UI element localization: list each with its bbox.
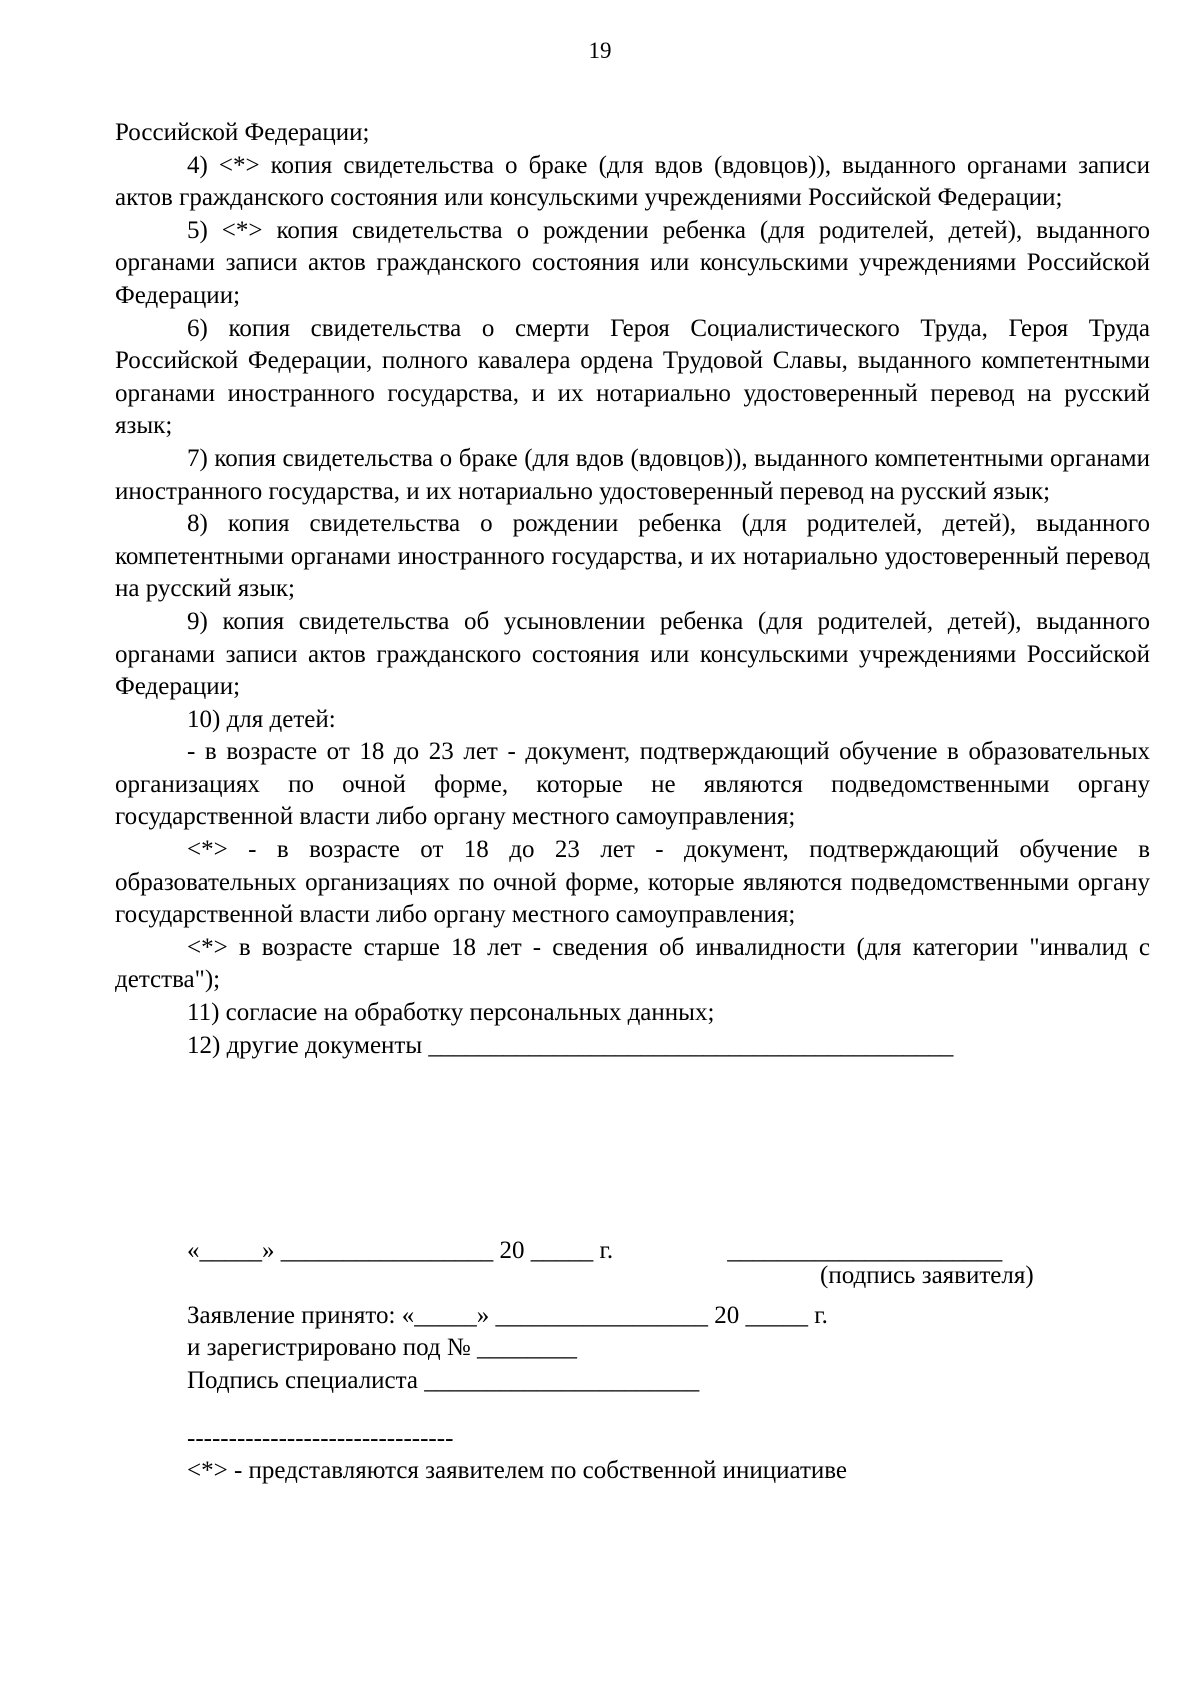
registered-line: и зарегистрировано под № ________ — [187, 1334, 577, 1361]
paragraph-continuation: Российской Федерации; — [115, 119, 370, 146]
document-body — [115, 117, 1150, 1062]
paragraph-item-6: 6) копия свидетельства о смерти Героя Социалистического Труда, Героя Труда Российской Федерации, полного кавалера ордена Трудовой Славы, выданного компетентными органами иностранного государства, и их нотариально удостоверенный перевод на русский язык; — [115, 314, 1150, 440]
signature-block — [187, 1235, 1087, 1397]
footnote-text: <*> - представляются заявителем по собственной инициативе — [187, 1457, 848, 1484]
applicant-signature-caption: (подпись заявителя) — [820, 1262, 1034, 1289]
paragraph-children-age-b: <*> - в возрасте от 18 до 23 лет - документ, подтверждающий обучение в образовательных организациях по очной форме, которые являются подведомственными органу государственной власти либо органу местного самоуправления; — [115, 836, 1150, 929]
paragraph-item-5: 5) <*> копия свидетельства о рождении ребенка (для родителей, детей), выданного органами записи актов гражданского состояния или консульскими учреждениями Российской Федерации; — [115, 216, 1150, 309]
paragraph-item-12: 12) другие документы __________________________________________ — [187, 1031, 954, 1059]
footnote — [187, 1423, 847, 1487]
paragraph-item-9: 9) копия свидетельства об усыновлении ребенка (для родителей, детей), выданного органами записи актов гражданского состояния или консульскими учреждениями Российской Федерации; — [115, 607, 1150, 701]
specialist-signature-line: Подпись специалиста ______________________ — [187, 1366, 700, 1394]
paragraph-children-age-a: - в возрасте от 18 до 23 лет - документ, подтверждающий обучение в образовательных организациях по очной форме, которые не являются подведомственными органу государственной власти либо органу местного самоуправления; — [115, 738, 1150, 831]
page-number: 19 — [588, 38, 612, 63]
paragraph-item-8: 8) копия свидетельства о рождении ребенка (для родителей, детей), выданного компетентными органами иностранного государства, и их нотариально удостоверенный перевод на русский язык; — [115, 510, 1150, 603]
paragraph-children-disability: <*> в возрасте старше 18 лет - сведения об инвалидности (для категории "инвалид с детства"); — [115, 933, 1150, 994]
applicant-signature-line: ______________________ — [727, 1237, 1003, 1264]
paragraph-item-10: 10) для детей: — [187, 705, 336, 733]
footnote-separator: -------------------------------- — [187, 1425, 454, 1452]
paragraph-item-7: 7) копия свидетельства о браке (для вдов (вдовцов)), выданного компетентными органами иностранного государства, и их нотариально удостоверенный перевод на русский язык; — [115, 444, 1150, 505]
accepted-line: Заявление принято: «_____» _________________ 20 _____ г. — [187, 1301, 828, 1329]
paragraph-item-4: 4) <*> копия свидетельства о браке (для вдов (вдовцов)), выданного органами записи актов гражданского состояния или консульскими учреждениями Российской Федерации; — [115, 151, 1150, 212]
application-date-line: «_____» _________________ 20 _____ г. — [187, 1237, 614, 1264]
paragraph-item-11: 11) согласие на обработку персональных данных; — [187, 999, 715, 1027]
